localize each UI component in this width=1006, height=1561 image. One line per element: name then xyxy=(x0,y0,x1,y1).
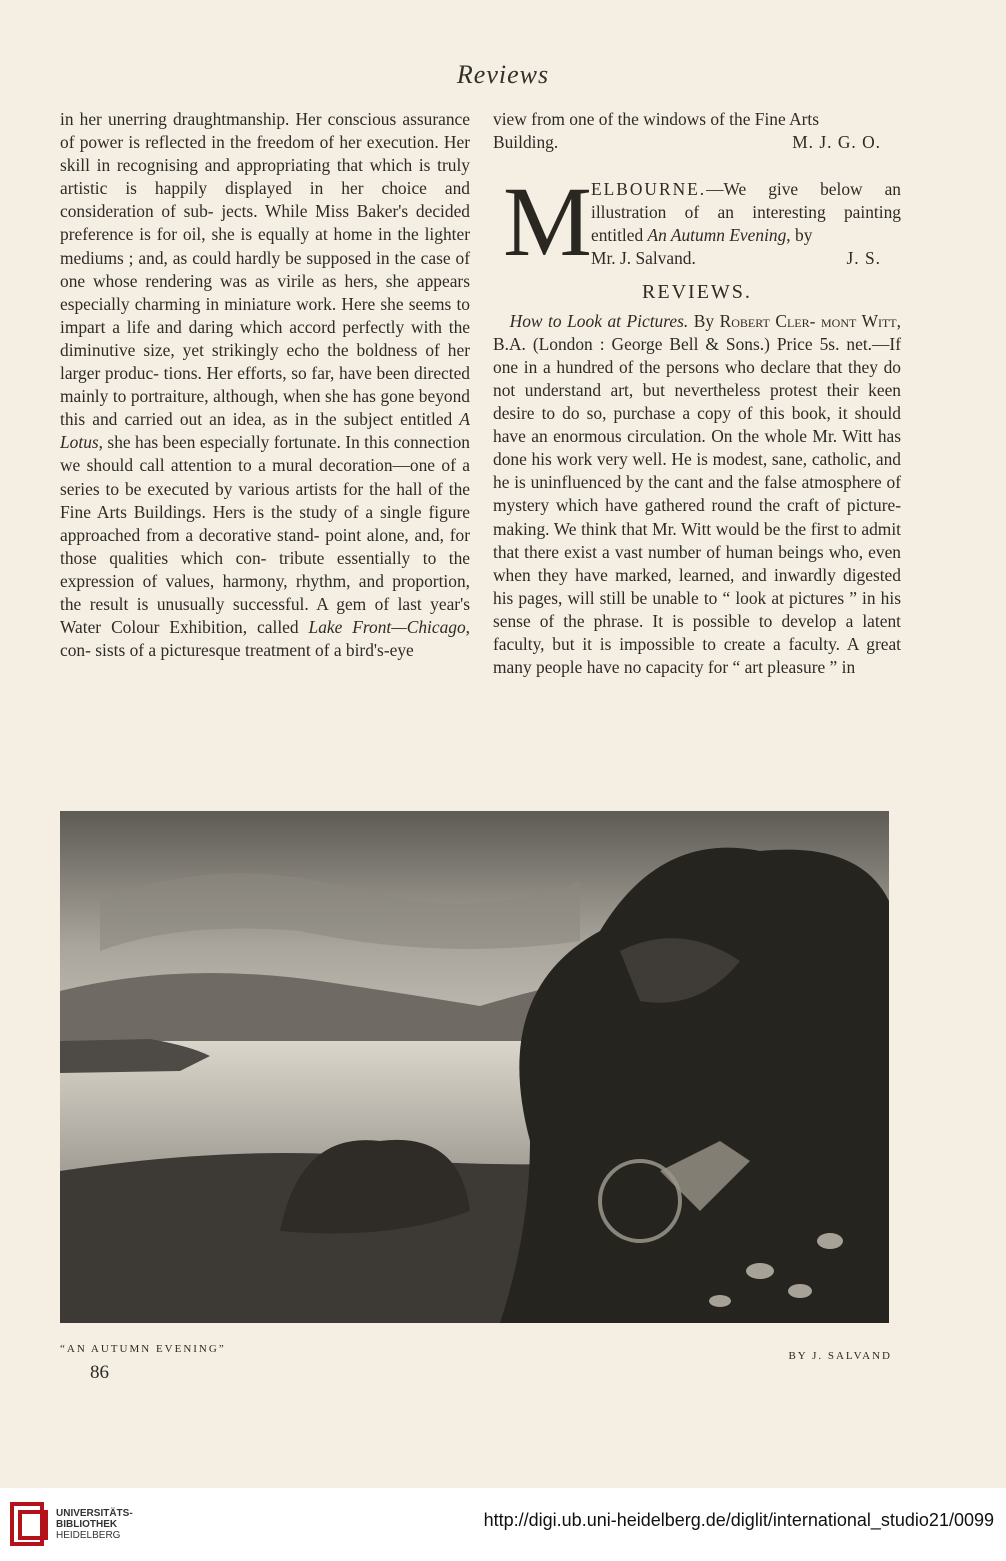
author-name: Robert Cler- xyxy=(719,310,816,331)
book-title: How to Look at Pictures. xyxy=(509,310,689,331)
text-line: has done his work very well. He is modest, sane, xyxy=(493,426,901,470)
section-heading: REVIEWS. xyxy=(642,280,752,303)
text-line: Mr. J. Salvand. xyxy=(591,248,696,269)
text-line: tions. Her efforts, so far, have been directed xyxy=(163,363,470,384)
artwork-title-lake-front: Lake Front—Chicago xyxy=(308,617,466,638)
painting-title: An Autumn Evening xyxy=(647,225,787,246)
text-line: unusually successful. A gem of last year's Water xyxy=(60,593,470,638)
text-line: Here she seems to impart a life and daring which xyxy=(60,293,470,337)
text-fragment: By xyxy=(693,310,720,331)
text-line: especially fortunate. In this connection we should xyxy=(60,432,470,476)
text-line: case of one whose rendering was as virile as hers, xyxy=(60,247,470,291)
text-line: in the subject entitled xyxy=(294,409,460,430)
text-line: the false atmosphere of mystery which have gathered xyxy=(493,472,902,516)
text-line: round the craft of picture-making. We think that xyxy=(493,495,901,539)
text-line: catholic, and he is uninfluenced by the cant and xyxy=(493,449,901,493)
artwork-title-lotus: A Lotus xyxy=(60,409,470,453)
text-line: digested his pages, will still be unable to “ look xyxy=(493,564,901,608)
logo-line: UNIVERSITÄTS- xyxy=(56,1507,133,1519)
text-line: in her unerring draughtmanship. Her conscious xyxy=(60,109,397,129)
painting-illustration xyxy=(60,811,889,1323)
text-line: call attention to a mural decoration—one of a xyxy=(139,455,470,476)
melbourne-heading: ELBOURNE. xyxy=(591,179,707,200)
text-line: entitled xyxy=(591,225,648,246)
text-line: , she has been xyxy=(98,432,196,453)
text-line: sists of a picturesque treatment of a bird's-eye xyxy=(95,640,414,661)
text-line: illustration of an interesting painting xyxy=(591,202,901,223)
text-line: displayed in her choice and consideration of sub- xyxy=(60,178,470,222)
text-line: mainly to portraiture, although, when she has xyxy=(60,386,376,407)
right-column xyxy=(493,108,901,679)
text-line: enormous circulation. On the whole Mr. Witt xyxy=(553,426,873,447)
source-url-link[interactable]: http://digi.ub.uni-heidelberg.de/diglit/international_studio21/0099 xyxy=(483,1510,994,1530)
text-line: who declare that they do not understand art, but xyxy=(493,356,901,400)
text-line: appropriating that which is truly artistic is happily xyxy=(60,155,470,199)
drop-cap: M xyxy=(503,166,592,278)
text-line: purchase a copy of this book, it should have an xyxy=(493,403,901,447)
text-line: she appears especially charming in miniature work. xyxy=(60,270,470,314)
digitization-footer xyxy=(0,1488,1006,1561)
text-line: harmony, rhythm, and proportion, the result is xyxy=(60,570,470,614)
text-line: of the Fine Arts Buildings. Hers is the study of xyxy=(60,478,470,522)
text-line: exist a vast number of human beings who, even xyxy=(564,541,901,562)
text-line: her execution. Her skill in recognising and xyxy=(60,132,471,176)
left-column xyxy=(60,108,470,662)
author-signature: J. S. xyxy=(846,248,881,269)
continuation-paragraph xyxy=(493,108,901,131)
text-line: nevertheless protest their keen desire to do so, xyxy=(493,379,901,424)
text-line: when they have marked, learned, and inwardly xyxy=(493,564,836,585)
author-name-cont: mont Witt xyxy=(821,310,897,331)
text-line: point alone, and, for those qualities which con- xyxy=(60,524,470,568)
left-paragraph xyxy=(60,108,470,662)
text-line: Building. xyxy=(493,132,559,153)
text-line: people have no capacity for “ art pleasure ” in xyxy=(536,657,856,678)
text-line: tribute essentially to the expression of values, xyxy=(60,547,470,591)
text-line: a single figure approached from a decorative stand- xyxy=(60,501,471,545)
running-head: Reviews xyxy=(456,60,550,89)
library-logo[interactable] xyxy=(10,1502,133,1546)
signature-line xyxy=(591,247,901,270)
text-line: strikingly echo the boldness of her larger produc- xyxy=(60,339,470,384)
text-line: —We give below an xyxy=(706,179,901,200)
text-line: possible to develop a latent faculty, but it is xyxy=(493,610,901,654)
text-line: accord perfectly with the diminutive size, yet xyxy=(60,316,470,360)
text-line: series to be executed by various artists for the hall xyxy=(60,478,423,499)
text-line: jects. While Miss Baker's decided preference is xyxy=(60,201,470,245)
text-line: at pictures ” in his sense of the phrase. It is xyxy=(493,587,901,631)
logo-line: HEIDELBERG xyxy=(56,1529,121,1541)
text-line: view from one of the windows of the Fine Arts xyxy=(493,109,820,129)
melbourne-note xyxy=(493,166,901,278)
landscape-painting xyxy=(60,811,889,1323)
text-line: assurance of power is reflected in the freedom of xyxy=(60,109,470,153)
signature-line xyxy=(493,131,901,154)
library-logo-text xyxy=(56,1508,133,1541)
text-line: mediums ; and, as could hardly be supposed in the xyxy=(60,247,416,268)
author-signature: M. J. G. O. xyxy=(792,132,881,153)
text-line: impossible to create a faculty. A great many xyxy=(493,633,901,678)
text-line: Colour Exhibition, called xyxy=(111,617,309,638)
figure-caption-artist: BY J. SALVAND xyxy=(788,1350,892,1362)
melbourne-text xyxy=(591,178,901,270)
text-line: for oil, she is equally at home in the lighter xyxy=(156,224,470,245)
review-paragraph xyxy=(493,310,901,680)
page-number: 86 xyxy=(90,1362,109,1383)
text-line: Price 5s. net.—If one in a hundred of the persons xyxy=(493,333,901,377)
figure-caption-title: “AN AUTUMN EVENING” xyxy=(60,1343,226,1355)
text-line: , by xyxy=(786,225,813,246)
library-logo-icon xyxy=(10,1502,48,1546)
text-line: Mr. Witt would be the first to admit that there xyxy=(493,518,901,562)
text-line: , con- xyxy=(60,617,471,661)
text-line: gone beyond this and carried out an idea, as xyxy=(60,386,470,430)
publisher-info: , B.A. (London : George Bell & Sons.) xyxy=(493,310,901,354)
logo-line: BIBLIOTHEK xyxy=(56,1518,118,1530)
